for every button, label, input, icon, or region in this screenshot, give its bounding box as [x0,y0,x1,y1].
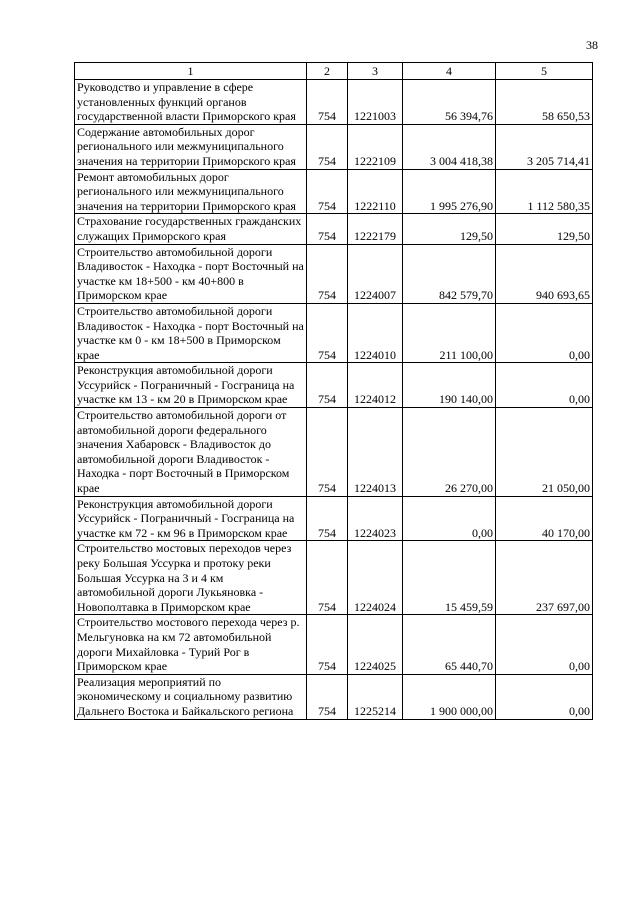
table-row [75,674,593,719]
admin-code: 754 [307,541,348,615]
target-code: 1222109 [348,124,403,169]
amount-year-1: 1 995 276,90 [403,169,496,214]
target-code: 1224024 [348,541,403,615]
admin-code: 754 [307,674,348,719]
header-cell-5: 5 [496,63,593,80]
admin-code: 754 [307,363,348,408]
header-cell-3: 3 [348,63,403,80]
item-name: Содержание автомобильных дорог регионального или межмуниципального значения на территории Приморского края [75,124,307,169]
amount-year-1: 129,50 [403,214,496,244]
amount-year-1: 15 459,59 [403,541,496,615]
table-row [75,214,593,244]
admin-code: 754 [307,496,348,541]
target-code: 1224025 [348,615,403,674]
admin-code: 754 [307,303,348,362]
amount-year-1: 211 100,00 [403,303,496,362]
amount-year-2: 237 697,00 [496,541,593,615]
amount-year-2: 0,00 [496,363,593,408]
amount-year-2: 940 693,65 [496,244,593,303]
amount-year-1: 0,00 [403,496,496,541]
admin-code: 754 [307,408,348,497]
target-code: 1222110 [348,169,403,214]
amount-year-1: 190 140,00 [403,363,496,408]
item-name: Руководство и управление в сфере установленных функций органов государственной власти Приморского края [75,80,307,125]
budget-table [74,62,593,720]
table-row [75,303,593,362]
amount-year-1: 56 394,76 [403,80,496,125]
item-name: Строительство автомобильной дороги Владивосток - Находка - порт Восточный на участке км 0 - км 18+500 в Приморском крае [75,303,307,362]
target-code: 1222179 [348,214,403,244]
amount-year-1: 3 004 418,38 [403,124,496,169]
page-number: 38 [586,38,598,52]
table-header-row [75,63,593,80]
admin-code: 754 [307,615,348,674]
target-code: 1224007 [348,244,403,303]
item-name: Строительство автомобильной дороги от автомобильной дороги федерального значения Хабаровск - Владивосток до автомобильной дороги Владивосток - Находка - порт Восточный в Приморском крае [75,408,307,497]
amount-year-1: 842 579,70 [403,244,496,303]
item-name: Строительство мостовых переходов через реку Большая Уссурка и протоку реки Большая Уссурка на 3 и 4 км автомобильной дороги Лукьяновка - Новополтавка в Приморском крае [75,541,307,615]
table-row [75,408,593,497]
amount-year-2: 40 170,00 [496,496,593,541]
amount-year-2: 1 112 580,35 [496,169,593,214]
item-name: Реконструкция автомобильной дороги Уссурийск - Пограничный - Госграница на участке км 13 - км 20 в Приморском крае [75,363,307,408]
target-code: 1224013 [348,408,403,497]
target-code: 1225214 [348,674,403,719]
admin-code: 754 [307,244,348,303]
amount-year-2: 21 050,00 [496,408,593,497]
item-name: Страхование государственных гражданских служащих Приморского края [75,214,307,244]
header-cell-2: 2 [307,63,348,80]
table-row [75,541,593,615]
amount-year-2: 129,50 [496,214,593,244]
item-name: Реконструкция автомобильной дороги Уссурийск - Пограничный - Госграница на участке км 72 - км 96 в Приморском крае [75,496,307,541]
target-code: 1224010 [348,303,403,362]
admin-code: 754 [307,80,348,125]
header-cell-4: 4 [403,63,496,80]
admin-code: 754 [307,169,348,214]
amount-year-2: 0,00 [496,303,593,362]
amount-year-2: 0,00 [496,615,593,674]
table-row [75,80,593,125]
table-row [75,363,593,408]
target-code: 1224023 [348,496,403,541]
target-code: 1224012 [348,363,403,408]
amount-year-2: 58 650,53 [496,80,593,125]
item-name: Ремонт автомобильных дорог регионального или межмуниципального значения на территории Приморского края [75,169,307,214]
table-row [75,615,593,674]
item-name: Строительство мостового перехода через р. Мельгуновка на км 72 автомобильной дороги Михайловка - Турий Рог в Приморском крае [75,615,307,674]
amount-year-1: 26 270,00 [403,408,496,497]
item-name: Реализация мероприятий по экономическому и социальному развитию Дальнего Востока и Байкальского региона [75,674,307,719]
admin-code: 754 [307,214,348,244]
item-name: Строительство автомобильной дороги Владивосток - Находка - порт Восточный на участке км 18+500 - км 40+800 в Приморском крае [75,244,307,303]
amount-year-1: 1 900 000,00 [403,674,496,719]
table-row [75,169,593,214]
table-body [75,63,593,720]
target-code: 1221003 [348,80,403,125]
amount-year-1: 65 440,70 [403,615,496,674]
amount-year-2: 0,00 [496,674,593,719]
header-cell-1: 1 [75,63,307,80]
table-row [75,124,593,169]
table-row [75,496,593,541]
amount-year-2: 3 205 714,41 [496,124,593,169]
admin-code: 754 [307,124,348,169]
table-row [75,244,593,303]
